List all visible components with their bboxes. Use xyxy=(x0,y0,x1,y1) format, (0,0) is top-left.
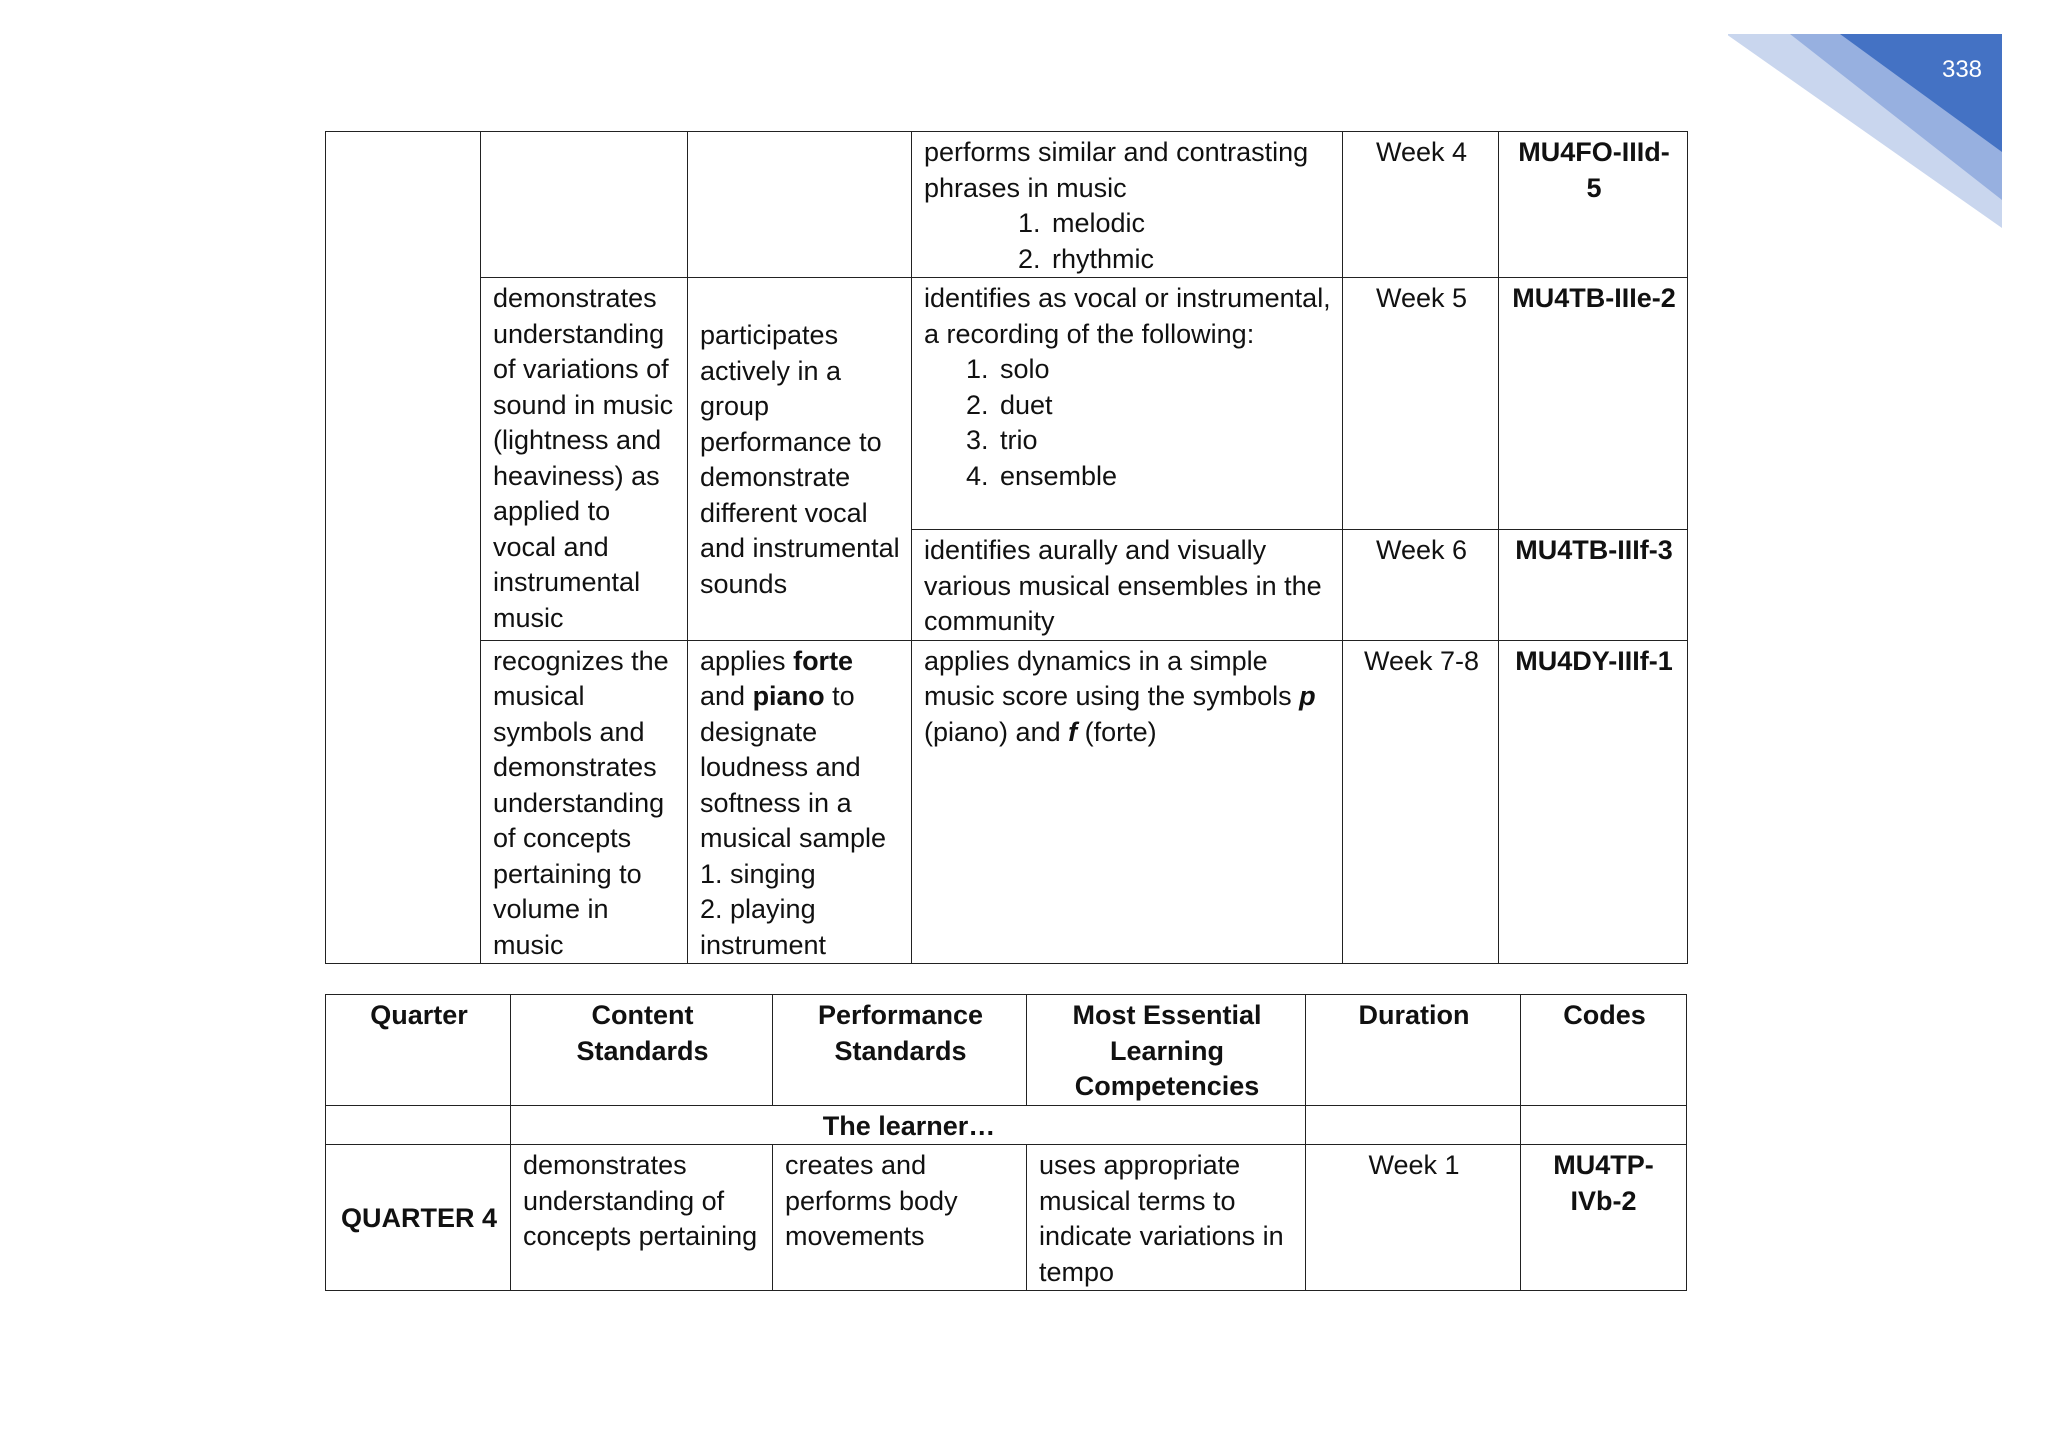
list-item: 4. ensemble xyxy=(996,459,1332,495)
code-cell: MU4DY-IIIf-1 xyxy=(1499,640,1688,964)
duration-cell: Week 4 xyxy=(1343,132,1499,278)
learner-label: The learner… xyxy=(511,1105,1306,1145)
content-standard-cell: recognizes the musical symbols and demonstrates understanding of concepts pertaining to volume in music xyxy=(481,640,688,964)
list-item: 1. solo xyxy=(996,352,1332,388)
empty-cell xyxy=(326,1105,511,1145)
header-competencies: Most Essential Learning Competencies xyxy=(1027,995,1306,1106)
table-row xyxy=(326,640,1688,964)
header-quarter: Quarter xyxy=(326,995,511,1106)
learner-row xyxy=(326,1105,1687,1145)
header-duration: Duration xyxy=(1306,995,1521,1106)
upper-curriculum-table xyxy=(325,131,1688,964)
list-item: 3. trio xyxy=(996,423,1332,459)
competency-list xyxy=(924,206,1332,277)
code-cell: MU4FO-IIId-5 xyxy=(1499,132,1688,278)
quarter-cell-empty xyxy=(326,132,481,964)
competency-cell: uses appropriate musical terms to indicate variations in tempo xyxy=(1027,1145,1306,1291)
duration-cell: Week 7-8 xyxy=(1343,640,1499,964)
header-row xyxy=(326,995,1687,1106)
competency-cell: performs similar and contrasting phrases in music 1. melodic 2. rhythmic xyxy=(912,132,1343,278)
duration-cell: Week 5 xyxy=(1343,278,1499,530)
duration-cell: Week 6 xyxy=(1343,530,1499,641)
list-item: 2. playing instrument xyxy=(700,894,827,960)
corner-decoration xyxy=(1728,0,2048,240)
competency-cell: identifies as vocal or instrumental, a recording of the following: 1. solo 2. duet 3. trio 4. ensemble xyxy=(912,278,1343,530)
table-row xyxy=(326,132,1688,278)
table-row xyxy=(326,278,1688,530)
lower-curriculum-table xyxy=(325,994,1687,1291)
competency-cell: identifies aurally and visually various musical ensembles in the community xyxy=(912,530,1343,641)
list-item: 1. singing xyxy=(700,858,816,889)
code-cell: MU4TB-IIIe-2 xyxy=(1499,278,1688,530)
performance-standard-cell: creates and performs body movements xyxy=(773,1145,1027,1291)
competency-list xyxy=(924,352,1332,494)
header-performance-standards: Performance Standards xyxy=(773,995,1027,1106)
list-item: 1. melodic xyxy=(1048,206,1332,242)
quarter-cell: QUARTER 4 xyxy=(326,1145,511,1291)
list-item: 2. duet xyxy=(996,388,1332,424)
code-cell: MU4TB-IIIf-3 xyxy=(1499,530,1688,641)
duration-cell: Week 1 xyxy=(1306,1145,1521,1291)
performance-standard-cell: applies forte and piano to designate loudness and softness in a musical sample 1. singing 2. playing instrument xyxy=(688,640,912,964)
empty-cell xyxy=(1521,1105,1687,1145)
empty-cell xyxy=(1306,1105,1521,1145)
header-content-standards: Content Standards xyxy=(511,995,773,1106)
performance-standard-cell-empty xyxy=(688,132,912,278)
list-item: 2. rhythmic xyxy=(1048,242,1332,278)
performance-standard-cell: participates actively in a group performance to demonstrate different vocal and instrumental sounds xyxy=(688,278,912,641)
code-cell: MU4TP-IVb-2 xyxy=(1521,1145,1687,1291)
content-standard-cell: demonstrates understanding of concepts pertaining xyxy=(511,1145,773,1291)
content-standard-cell-empty xyxy=(481,132,688,278)
competency-cell: applies dynamics in a simple music score using the symbols p (piano) and f (forte) xyxy=(912,640,1343,964)
page-number: 338 xyxy=(1941,56,1983,83)
table-row xyxy=(326,1145,1687,1291)
header-codes: Codes xyxy=(1521,995,1687,1106)
content-standard-cell: demonstrates understanding of variations of sound in music (lightness and heaviness) as applied to vocal and instrumental music xyxy=(481,278,688,641)
